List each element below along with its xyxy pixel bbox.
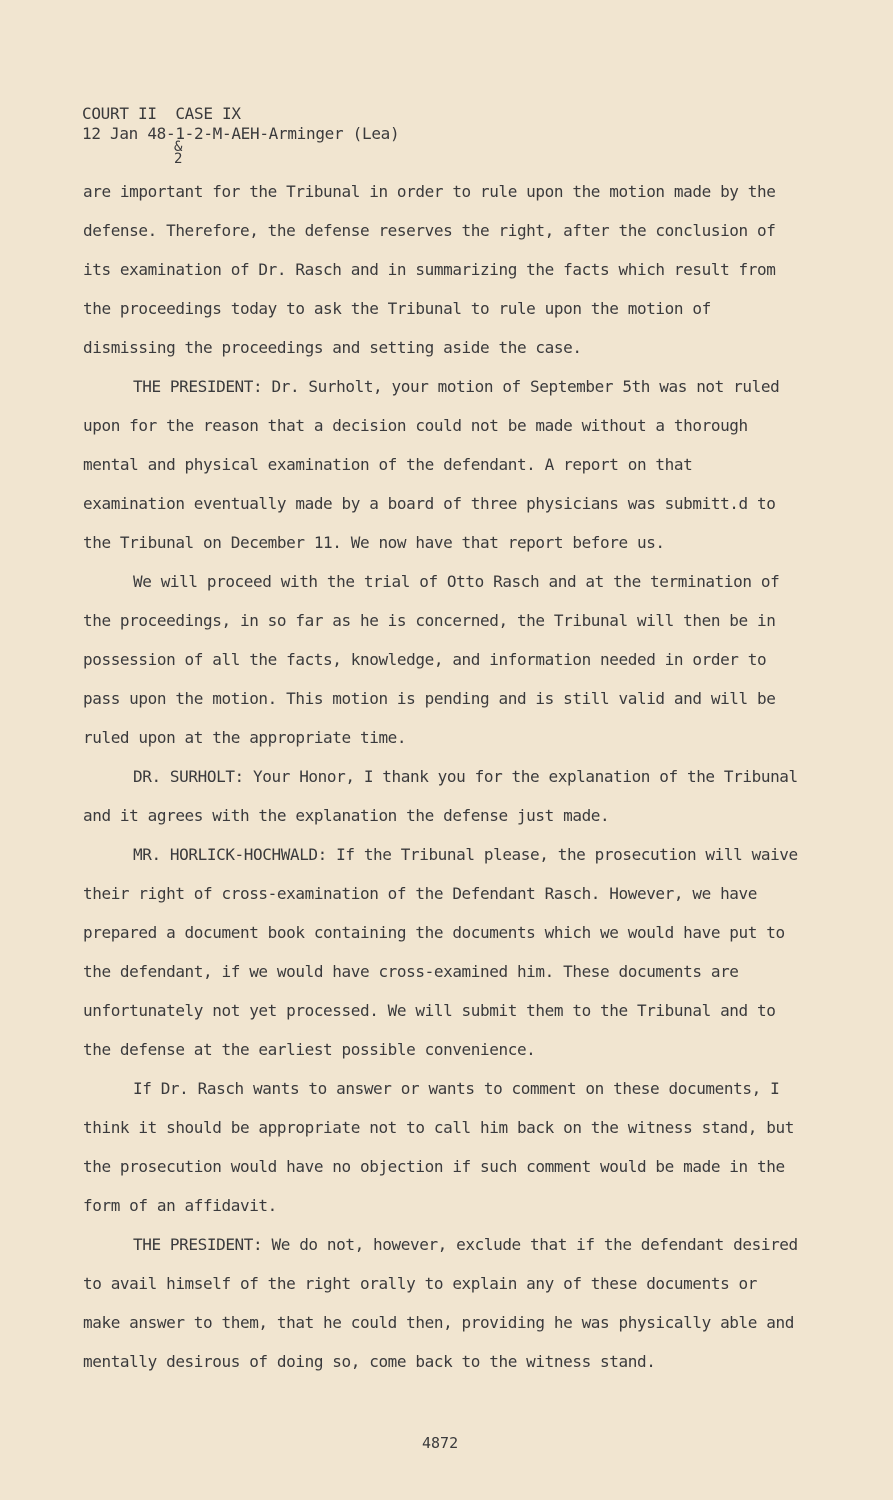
header-sub-mark: & 2	[174, 139, 183, 167]
paragraph-prosecution-affidavit: If Dr. Rasch wants to answer or wants to comment on these documents, I think it should be appropriate not to call him back on the witness stand, but the prosecution would have no objection if such comment would be made in the form of an affidavit.	[83, 1079, 794, 1215]
transcript-body	[83, 172, 798, 1381]
header-date-code: 12 Jan 48-1-2-M-AEH-Arminger (Lea)	[82, 124, 400, 143]
header	[82, 104, 400, 167]
paragraph-president-1: THE PRESIDENT: Dr. Surholt, your motion of September 5th was not ruled upon for the reason that a decision could not be made without a thorough mental and physical examination of the defendant. A report on that examination eventually made by a board of three physicians was submitt.d to the Tribunal on December 11. We now have that report before us.	[83, 377, 780, 552]
paragraph-continuation: are important for the Tribunal in order to rule upon the motion made by the defense. Therefore, the defense reserves the right, after the conclusion of its examination of Dr. Rasch and in summarizing the facts which result from the proceedings today to ask the Tribunal to rule upon the motion of dismissing the proceedings and setting aside the case.	[83, 182, 776, 357]
page-number: 4872	[422, 1434, 459, 1452]
paragraph-surholt: DR. SURHOLT: Your Honor, I thank you for the explanation of the Tribunal and it agrees with the explanation the defense just made.	[83, 767, 798, 825]
header-court-case: COURT II CASE IX	[82, 104, 241, 123]
paragraph-horlick-hochwald: MR. HORLICK-HOCHWALD: If the Tribunal please, the prosecution will waive their right of cross-examination of the Defendant Rasch. However, we have prepared a document book containing the documents which we would have put to the defendant, if we would have cross-examined him. These documents are unfortunately not yet processed. We will submit them to the Tribunal and to the defense at the earliest possible convenience.	[83, 845, 798, 1059]
paragraph-president-3: THE PRESIDENT: We do not, however, exclude that if the defendant desired to avail himself of the right orally to explain any of these documents or make answer to them, that he could then, providing he was physically able and mentally desirous of doing so, come back to the witness stand.	[83, 1235, 798, 1371]
paragraph-president-2: We will proceed with the trial of Otto Rasch and at the termination of the proceedings, in so far as he is concerned, the Tribunal will then be in possession of all the facts, knowledge, and information needed in order to pass upon the motion. This motion is pending and is still valid and will be ruled upon at the appropriate time.	[83, 572, 780, 747]
